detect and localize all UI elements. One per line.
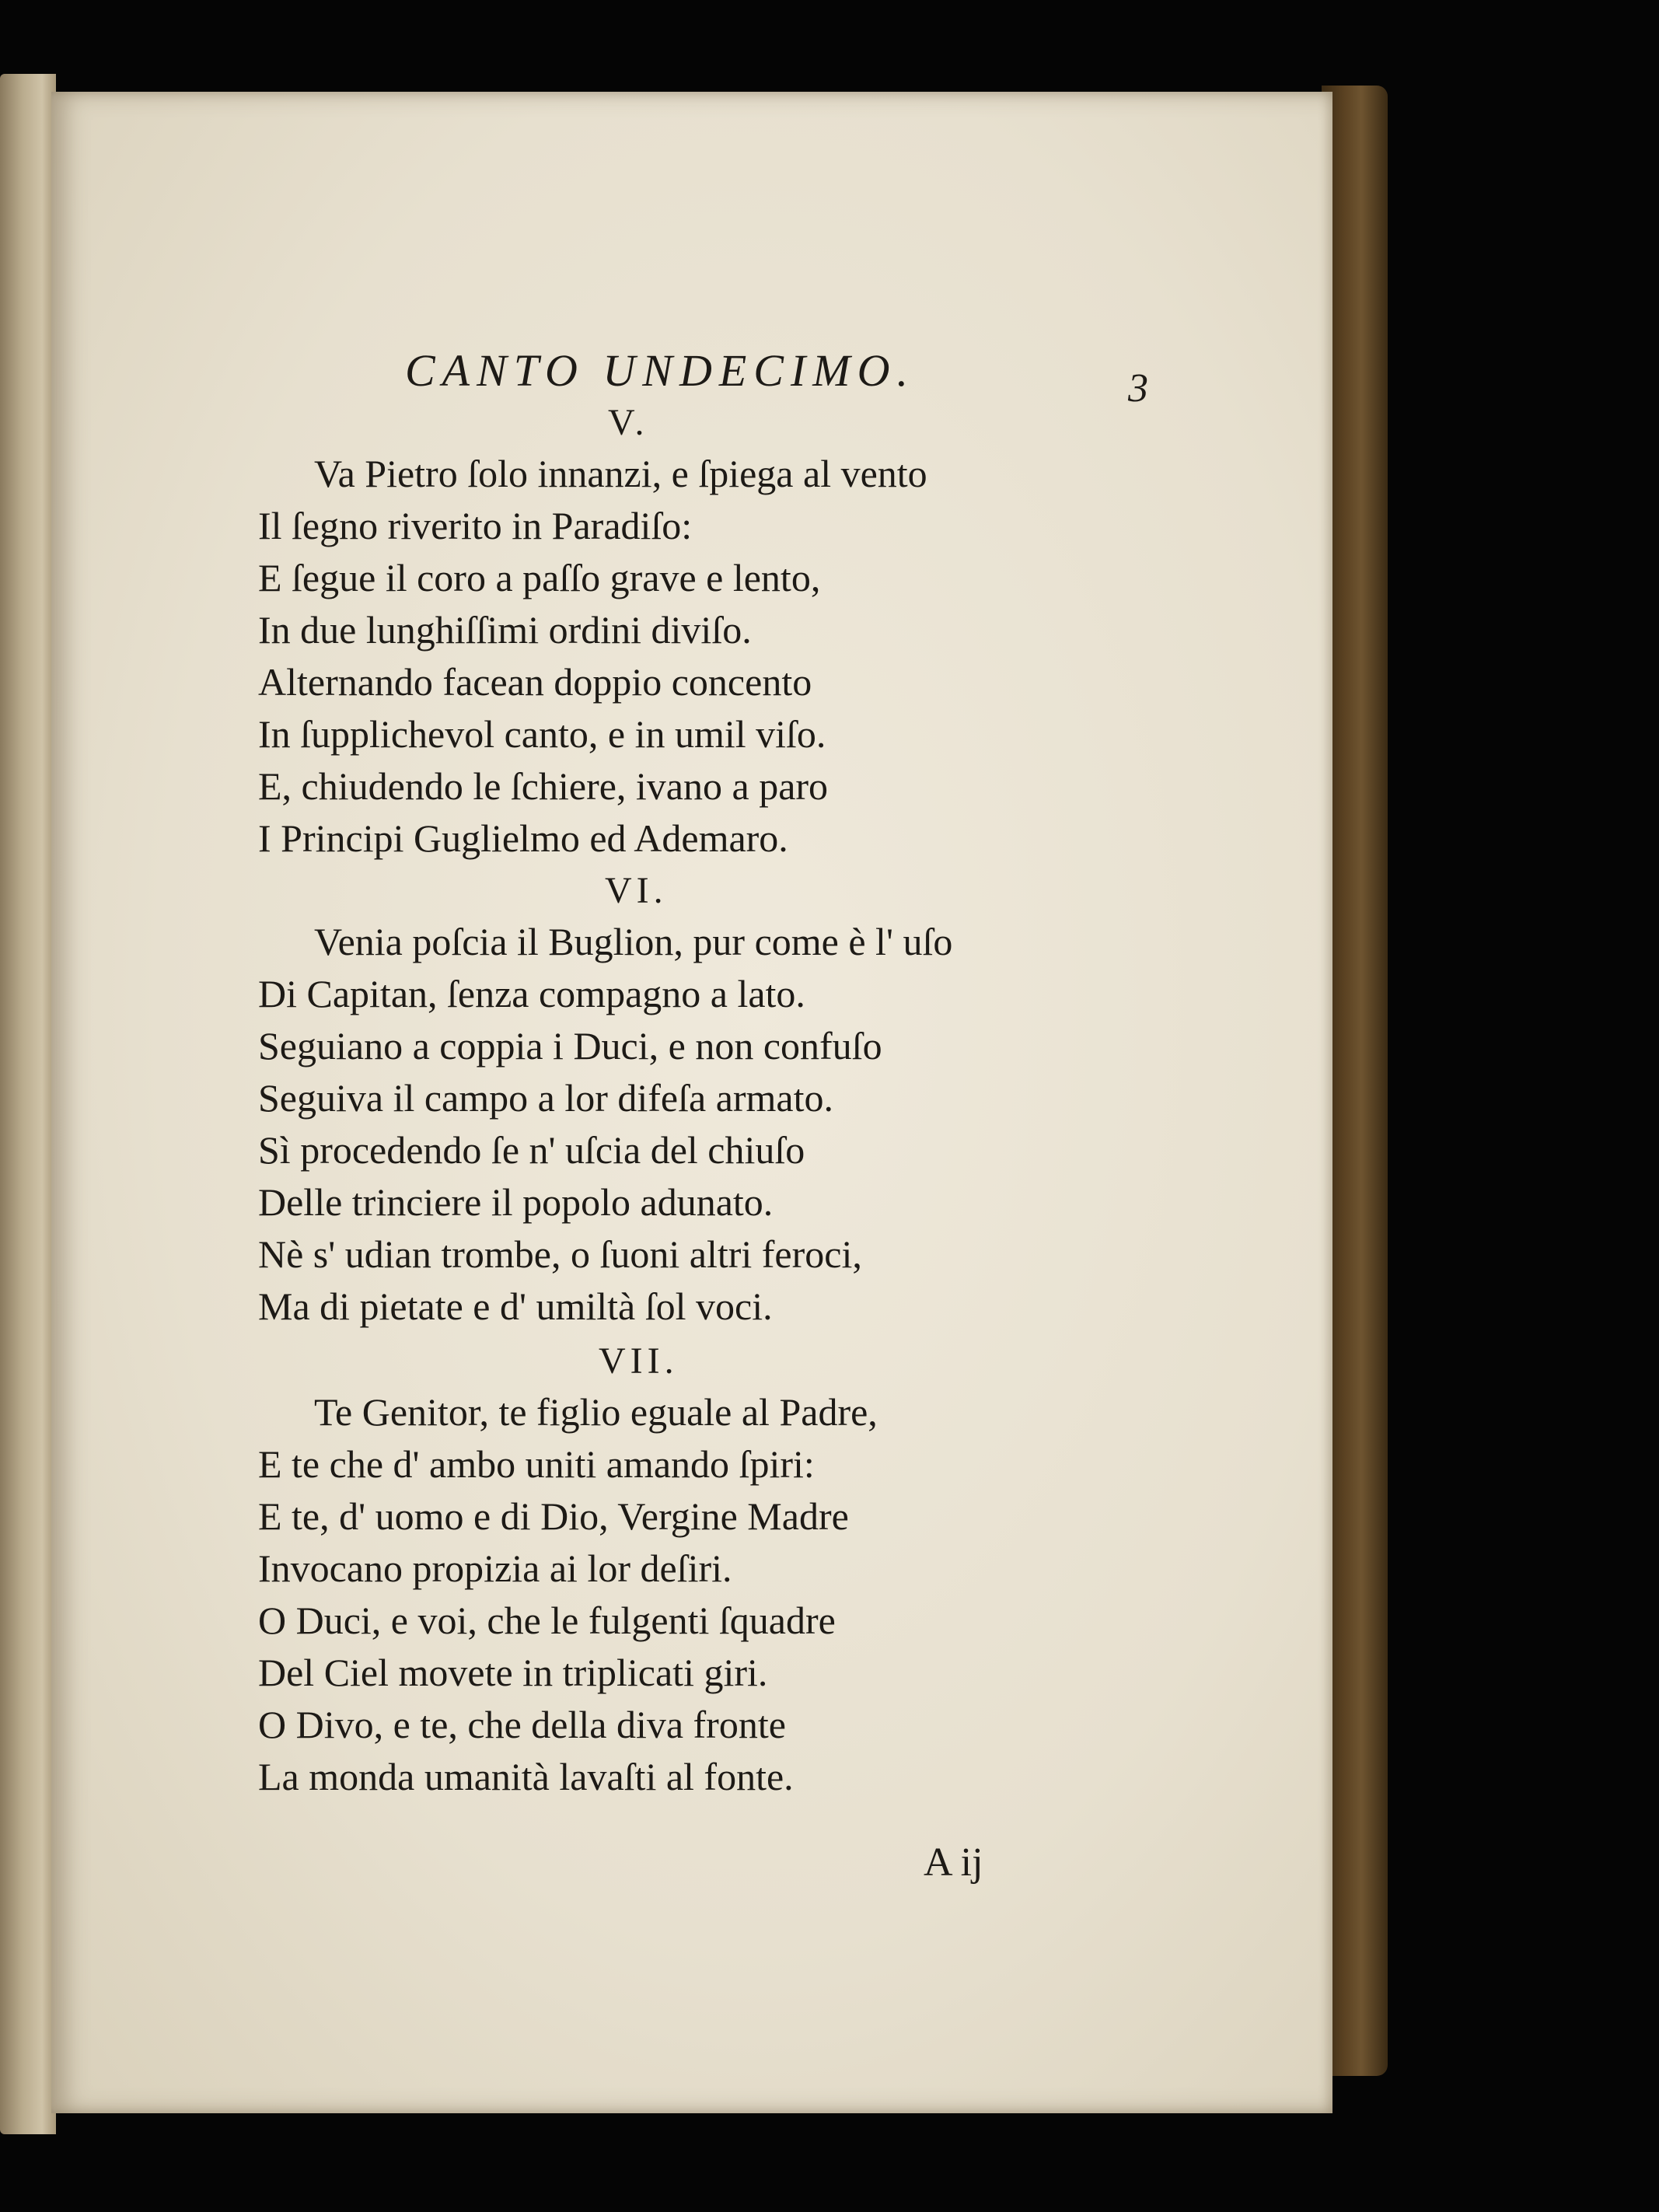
verse-line: Nè s' udian trombe, o ſuoni altri feroci, [258,1232,862,1276]
stanza-vii [258,1386,1113,1803]
verse-line: Ma di pietate e d' umiltà ſol voci. [258,1284,773,1328]
stanza-number: V. [608,402,649,443]
verse-line: Seguiano a coppia i Duci, e non confuſo [258,1024,882,1068]
verse-line: Delle trinciere il popolo adunato. [258,1180,774,1224]
verse-line: Va Pietro ſolo innanzi, e ſpiega al vento [314,452,927,495]
verse-line: Il ſegno riverito in Paradiſo: [258,504,693,547]
verse-line: I Principi Guglielmo ed Ademaro. [258,816,788,860]
running-head: CANTO UNDECIMO. [405,345,915,396]
verse-line: Di Capitan, ſenza compagno a lato. [258,972,805,1015]
verse-line: Invocano propizia ai lor deſiri. [258,1546,732,1590]
verse-line: O Divo, e te, che della diva fronte [258,1703,786,1746]
stanza-v [258,448,1113,865]
verse-line: Alternando facean doppio concento [258,660,812,704]
verse-line: Sì procedendo ſe n' uſcia del chiuſo [258,1128,805,1172]
verse-line: Venia poſcia il Buglion, pur come è l' uſo [314,920,953,963]
book-page [51,92,1332,2113]
verse-line: O Duci, e voi, che le fulgenti ſquadre [258,1599,836,1642]
verse-line: E ſegue il coro a paſſo grave e lento, [258,556,821,599]
signature-mark: A ij [924,1840,983,1885]
verse-line: In due lunghiſſimi ordini diviſo. [258,608,752,652]
verse-line: In ſupplichevol canto, e in umil viſo. [258,712,826,756]
page-number: 3 [1128,366,1148,411]
stanza-number: VII. [599,1340,679,1382]
verse-line: E te, d' uomo e di Dio, Vergine Madre [258,1494,849,1538]
verse-line: E, chiudendo le ſchiere, ivano a paro [258,764,829,808]
verse-line: Te Genitor, te figlio eguale al Padre, [314,1390,878,1434]
previous-page-edge [0,74,56,2134]
verse-line: La monda umanità lavaſti al fonte. [258,1755,794,1798]
verse-line: E te che d' ambo uniti amando ſpiri: [258,1442,815,1486]
verse-line: Del Ciel movete in triplicati giri. [258,1651,768,1694]
verse-line: Seguiva il campo a lor difeſa armato. [258,1076,834,1120]
stanza-number: VI. [605,870,668,911]
stanza-vi [258,916,1113,1333]
